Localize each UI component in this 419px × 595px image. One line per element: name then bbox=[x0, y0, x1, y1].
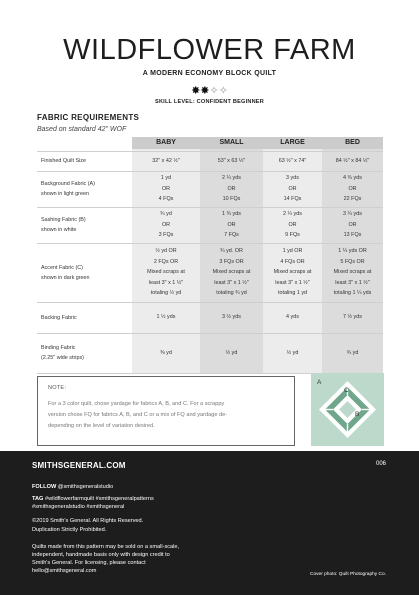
tag-label: TAG bbox=[32, 496, 44, 502]
row-label bbox=[41, 156, 86, 166]
cell-line: ¾ yd. OR bbox=[220, 248, 243, 255]
follow-handle[interactable]: @smithsgeneralstudio bbox=[57, 484, 114, 490]
table-cell bbox=[132, 312, 200, 323]
cell-line: 4 yds bbox=[286, 314, 299, 321]
follow-line bbox=[32, 483, 113, 491]
cell-line: 7 FQs bbox=[224, 232, 239, 239]
duplication-notice: Duplication Strictly Prohibited. bbox=[32, 527, 107, 533]
cell-line: Mixed scraps at bbox=[333, 269, 372, 276]
table-row-divider bbox=[37, 171, 383, 172]
cell-line: 13 FQs bbox=[343, 232, 362, 239]
copyright: ©2019 Smith's General. All Rights Reserved. bbox=[32, 518, 144, 524]
cell-line: OR bbox=[348, 221, 357, 228]
tag-line bbox=[32, 495, 154, 503]
cell-line: 22 FQs bbox=[343, 196, 362, 203]
table-cell bbox=[322, 246, 383, 299]
note-line: depending on the level of variation desired. bbox=[48, 423, 155, 429]
table-cell bbox=[132, 209, 200, 241]
note-title: NOTE: bbox=[48, 385, 67, 391]
table-cell bbox=[322, 173, 383, 205]
cell-line: 9 FQs bbox=[285, 232, 300, 239]
cell-line: least 3" x 1 ½" bbox=[335, 279, 370, 286]
table-cell bbox=[200, 209, 263, 241]
cell-line: 4 FQs bbox=[158, 196, 174, 203]
row-label-line: Binding Fabric bbox=[41, 345, 76, 351]
block-label-c: C bbox=[344, 387, 349, 394]
cell-line: 4 FQs OR bbox=[280, 258, 305, 265]
license-text bbox=[32, 543, 179, 575]
cell-line: least 3" x 1 ½" bbox=[275, 279, 310, 286]
table-cell bbox=[200, 246, 263, 299]
row-label-line: shown in light green bbox=[41, 191, 89, 197]
star-filled-icon: ✸✸ bbox=[191, 85, 210, 97]
cell-line: 53" x 63 ½" bbox=[217, 157, 246, 164]
cell-line: 2 FQs OR bbox=[153, 258, 179, 265]
cell-line: OR bbox=[161, 221, 171, 228]
table-cell bbox=[200, 156, 263, 167]
cell-line: 14 FQs bbox=[283, 196, 302, 203]
table-cell bbox=[263, 209, 322, 241]
cell-line: 10 FQs bbox=[222, 196, 241, 203]
cell-line: totaling ½ yd bbox=[150, 290, 182, 297]
photo-credit: Cover photo: Quilt Photography Co. bbox=[310, 572, 386, 577]
table-cell bbox=[132, 173, 200, 205]
cell-line: OR bbox=[348, 185, 357, 192]
cell-line: OR bbox=[288, 185, 297, 192]
license-line: Quilts made from this pattern may be sold on a small-scale, bbox=[32, 544, 180, 550]
follow-label: FOLLOW bbox=[32, 484, 57, 490]
table-cell bbox=[132, 348, 200, 359]
cell-line: ⅜ yd bbox=[160, 349, 172, 356]
cell-line: ½ yd bbox=[225, 349, 238, 356]
cell-line: ¾ yd bbox=[160, 211, 172, 218]
column-header-small: SMALL bbox=[200, 137, 263, 149]
note-line: version chose FQ for fabrics A, B, and C or a mix of FQ and yardage de- bbox=[48, 412, 228, 418]
table-cell bbox=[200, 312, 263, 323]
table-cell bbox=[132, 156, 200, 167]
cell-line: ½ yd OR bbox=[155, 248, 177, 255]
cell-line: ¾ yd bbox=[346, 349, 359, 356]
cell-line: 3 ¼ yds bbox=[343, 211, 362, 218]
row-label bbox=[41, 313, 77, 323]
cell-line: 5 FQs OR bbox=[340, 258, 365, 265]
cell-line: 1 yd bbox=[160, 175, 172, 182]
table-row-divider bbox=[37, 207, 383, 208]
contact-email[interactable]: hello@smithsgeneral.com bbox=[32, 568, 97, 574]
fabric-requirements-subheading: Based on standard 42" WOF bbox=[37, 126, 127, 133]
cell-line: 2 ¼ yds bbox=[283, 211, 302, 218]
cell-line: 2 ¼ yds bbox=[222, 175, 241, 182]
table-cell bbox=[263, 246, 322, 299]
table-cell bbox=[322, 209, 383, 241]
table-row-divider bbox=[37, 151, 383, 152]
table-row-divider bbox=[37, 333, 383, 334]
table-row-divider bbox=[37, 302, 383, 303]
pattern-subtitle: A MODERN ECONOMY BLOCK QUILT bbox=[142, 70, 277, 77]
row-label-line: shown in white bbox=[41, 227, 77, 233]
page-number: 006 bbox=[375, 461, 386, 467]
cell-line: 1 ¼ yds OR bbox=[338, 248, 367, 255]
skill-level: SKILL LEVEL: CONFIDENT BEGINNER bbox=[155, 99, 264, 105]
row-label bbox=[41, 179, 95, 199]
row-label-line: Sashing Fabric (B) bbox=[41, 217, 86, 223]
license-line: Smith's General. For licensing, please contact bbox=[32, 560, 146, 566]
table-cell bbox=[263, 312, 322, 323]
cell-line: 1 yd OR bbox=[282, 248, 303, 255]
row-label-line: (2.25" wide strips) bbox=[41, 355, 84, 361]
cell-line: 1 ¾ yds bbox=[222, 211, 241, 218]
cell-line: 7 ½ yds bbox=[343, 314, 362, 321]
license-line: independent, handmade basis only with design credit to bbox=[32, 552, 170, 558]
table-cell bbox=[200, 173, 263, 205]
table-cell bbox=[322, 348, 383, 359]
cell-line: OR bbox=[288, 221, 297, 228]
cell-line: OR bbox=[227, 185, 236, 192]
cell-line: 3 ½ yds bbox=[222, 314, 241, 321]
cell-line: 1 ½ yds bbox=[156, 314, 176, 321]
row-label-line: Accent Fabric (C) bbox=[41, 264, 83, 271]
column-header-large: LARGE bbox=[263, 137, 322, 149]
table-cell bbox=[322, 156, 383, 167]
note-box bbox=[37, 376, 295, 446]
table-cell bbox=[322, 312, 383, 323]
pattern-title: WILDFLOWER FARM bbox=[63, 34, 356, 66]
row-label-line: shown in dark green bbox=[41, 274, 90, 281]
block-label-a: A bbox=[317, 379, 322, 386]
cell-line: totaling 1 ¼ yds bbox=[333, 290, 372, 297]
cell-line: Mixed scraps at bbox=[147, 269, 185, 276]
cell-line: least 3" x 1 ½" bbox=[148, 279, 184, 286]
cell-line: OR bbox=[227, 221, 236, 228]
table-cell bbox=[263, 156, 322, 167]
quilt-block-icon bbox=[311, 373, 384, 446]
fabric-requirements-heading: FABRIC REQUIREMENTS bbox=[37, 113, 140, 122]
row-label-line: Finished Quilt Size bbox=[41, 158, 86, 164]
column-header-baby: BABY bbox=[132, 137, 200, 149]
table-cell bbox=[200, 348, 263, 359]
cell-line: 4 ¾ yds bbox=[343, 175, 362, 182]
cell-line: 63 ½" x 74" bbox=[278, 157, 307, 164]
table-cell bbox=[263, 173, 322, 205]
cell-line: Mixed scraps at bbox=[273, 269, 312, 276]
website-link[interactable]: SMITHSGENERAL.COM bbox=[32, 461, 126, 470]
table-row-divider bbox=[37, 243, 383, 244]
tag-hashtags-1: #wildflowerfarmquilt #smithsgeneralpatterns bbox=[44, 496, 154, 502]
cell-line: 32" x 42 ½" bbox=[152, 157, 180, 164]
row-label bbox=[41, 215, 86, 235]
table-cell bbox=[263, 348, 322, 359]
block-label-b: B bbox=[355, 411, 360, 418]
cell-line: least 3" x 1 ½" bbox=[214, 279, 249, 286]
cell-line: Mixed scraps at bbox=[212, 269, 251, 276]
cell-line: 3 FQs OR bbox=[219, 258, 244, 265]
cell-line: totaling ¾ yd bbox=[216, 290, 247, 297]
skill-stars bbox=[0, 86, 419, 97]
footer bbox=[0, 451, 419, 595]
tag-hashtags-2: #smithsgeneralstudio #smithsgeneral bbox=[32, 504, 125, 510]
cell-line: totaling 1 yd bbox=[277, 290, 308, 297]
column-header-bed: BED bbox=[322, 137, 383, 149]
cell-line: 3 FQs bbox=[158, 232, 174, 239]
cell-line: OR bbox=[161, 185, 171, 192]
note-line: For a 3 color quilt, chose yardage for fabrics A, B, and C. For a scrappy bbox=[48, 401, 225, 407]
note-body bbox=[48, 399, 284, 432]
quilt-block-diagram bbox=[311, 373, 384, 446]
row-label bbox=[41, 343, 84, 363]
cell-line: 84 ½" x 84 ½" bbox=[335, 157, 370, 164]
row-label bbox=[41, 263, 90, 283]
row-label-line: Background Fabric (A) bbox=[41, 181, 95, 187]
row-label-line: Backing Fabric bbox=[41, 314, 77, 321]
cell-line: ½ yd bbox=[286, 349, 299, 356]
cell-line: 3 yds bbox=[286, 175, 299, 182]
star-empty-icon: ✧✧ bbox=[209, 85, 228, 97]
table-cell bbox=[132, 246, 200, 299]
